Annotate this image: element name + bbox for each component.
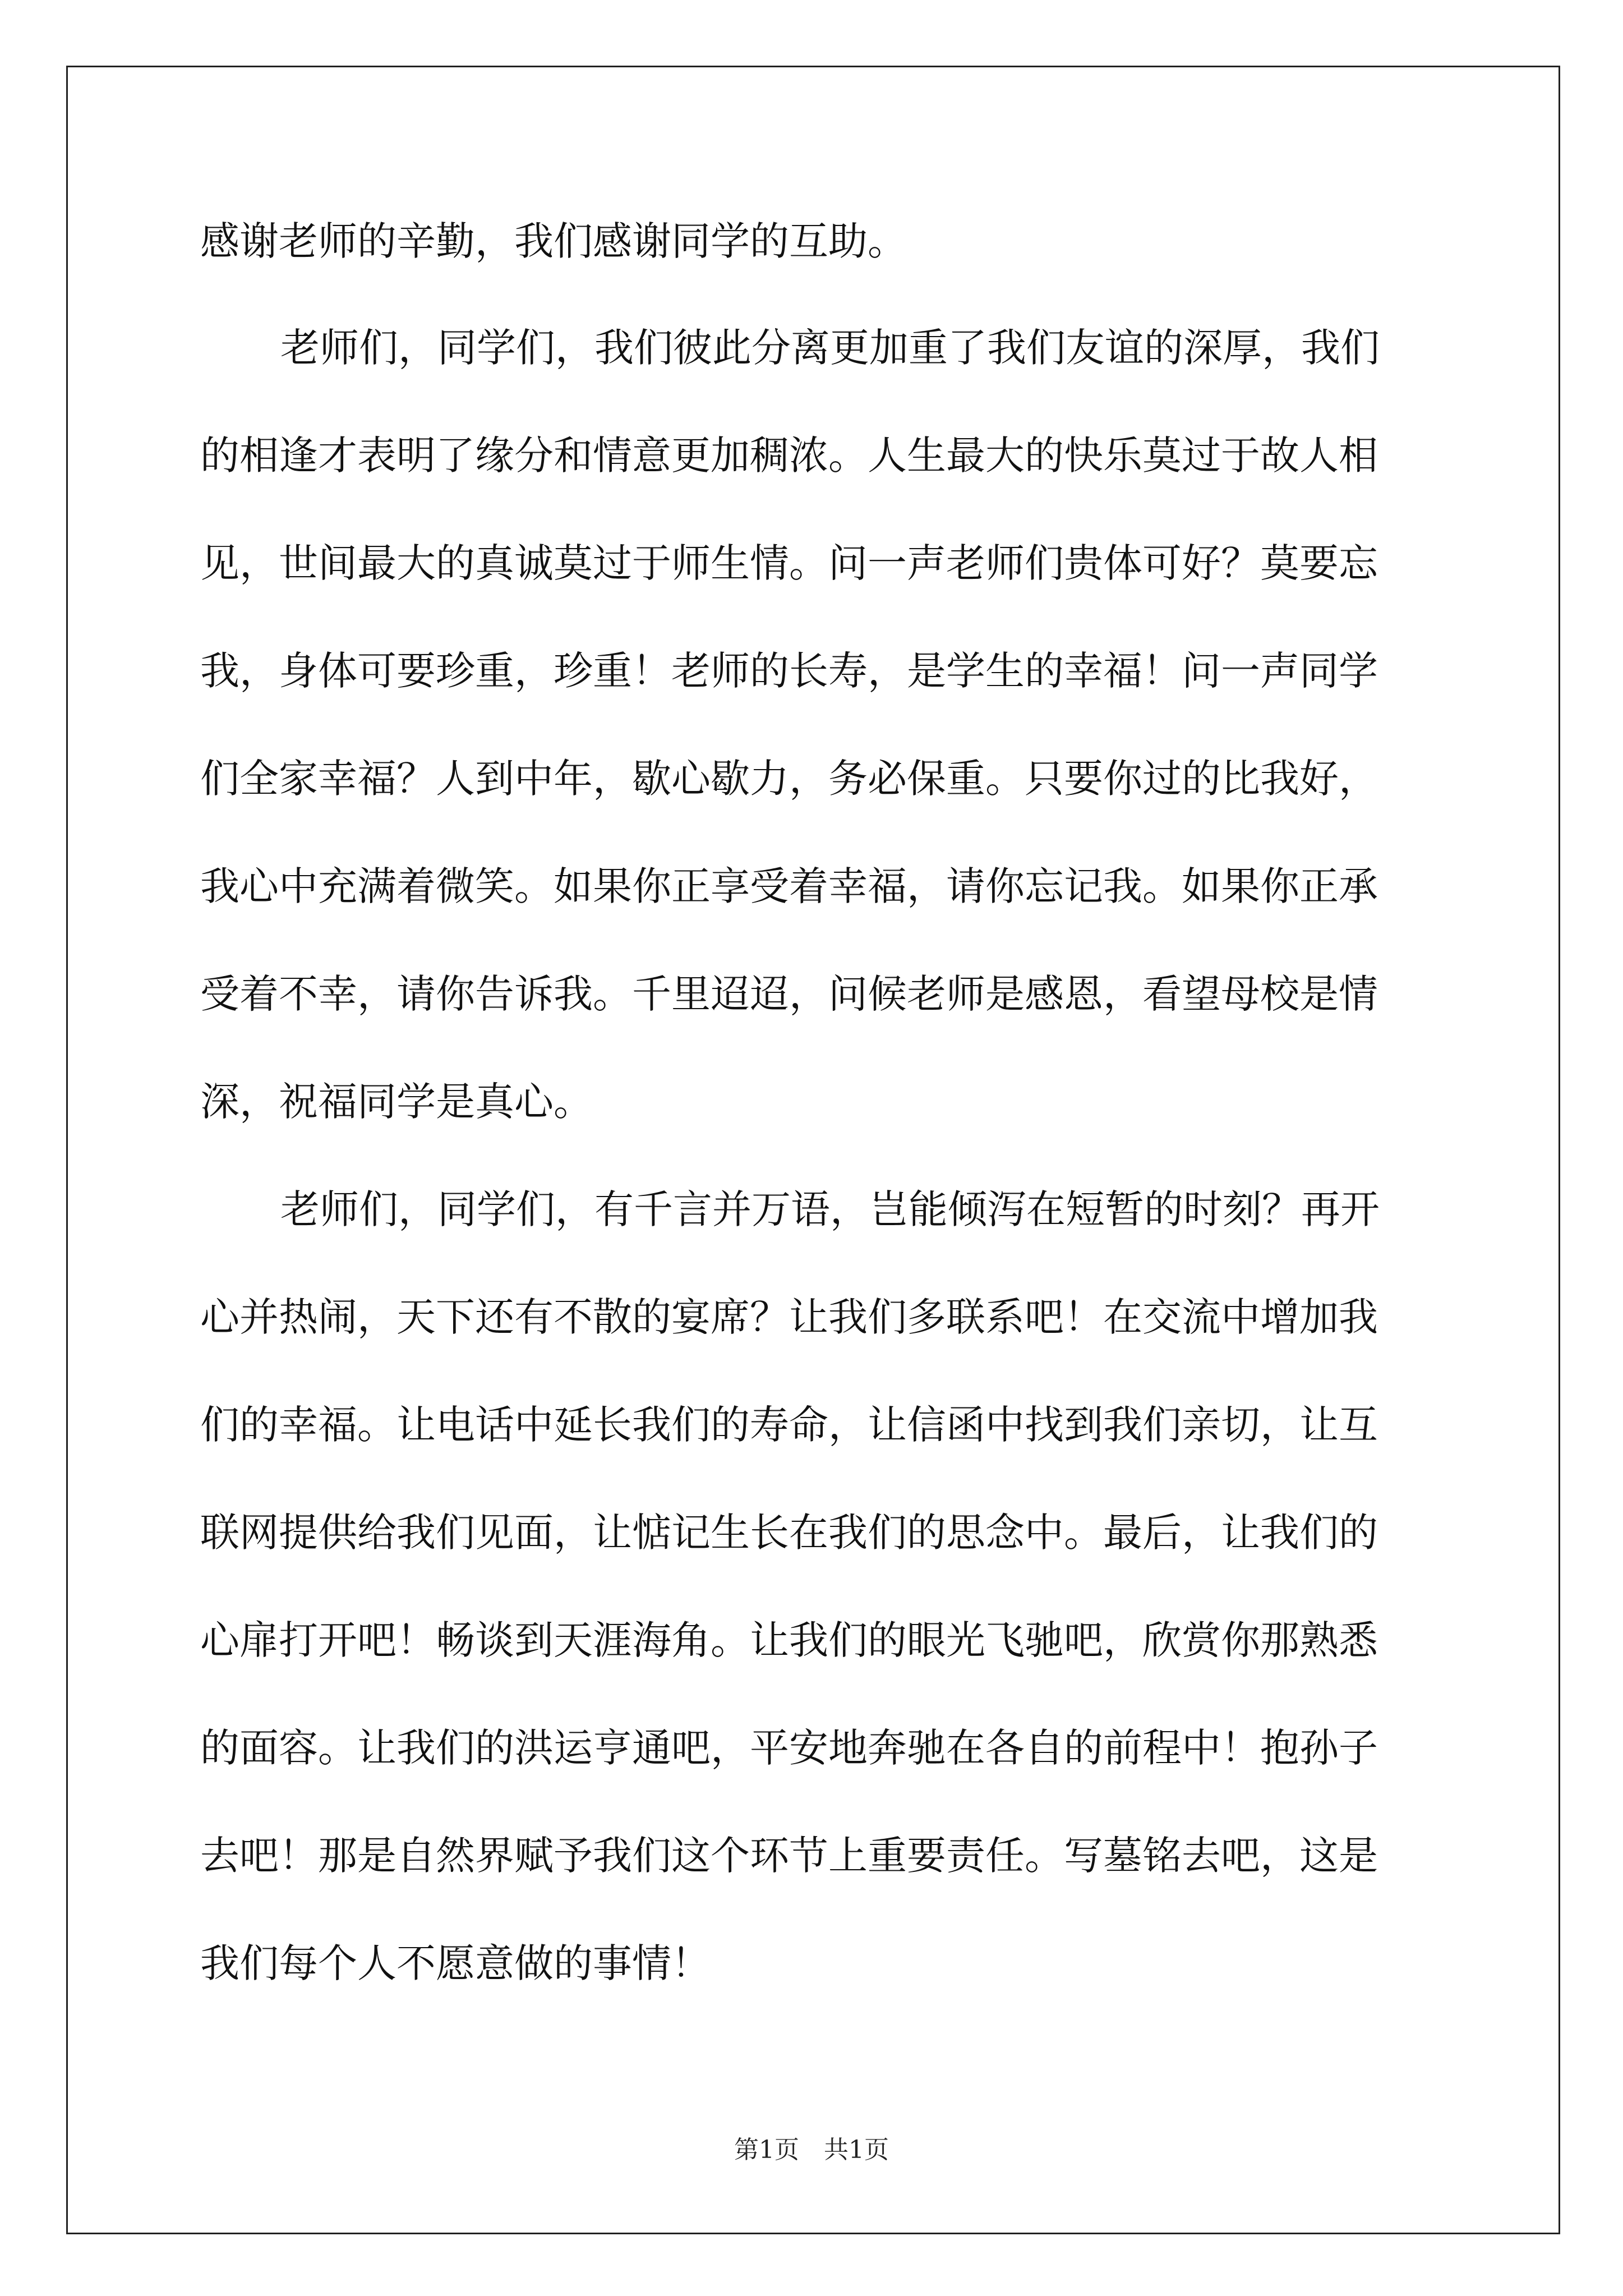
text-line: 我心中充满着微笑。如果你正享受着幸福，请你忘记我。如果你正承 (200, 863, 1378, 909)
text-line: 我，身体可要珍重，珍重！老师的长寿，是学生的幸福！问一声同学 (200, 648, 1378, 694)
text-line: 我们每个人不愿意做的事情！ (200, 1940, 711, 1986)
text-line: 联网提供给我们见面，让惦记生长在我们的思念中。最后，让我们的 (200, 1510, 1378, 1556)
page-footer: 第1页 共1页 (734, 2136, 889, 2164)
page-border (66, 66, 1560, 2234)
text-line: 的相逢才表明了缘分和情意更加稠浓。人生最大的快乐莫过于故人相 (200, 432, 1378, 478)
text-line: 受着不幸，请你告诉我。千里迢迢，问候老师是感恩，看望母校是情 (200, 971, 1378, 1017)
paragraph-start-line: 老师们，同学们，有千言并万语，岂能倾泻在短暂的时刻？再开 (280, 1186, 1380, 1232)
text-line: 心并热闹，天下还有不散的宴席？让我们多联系吧！在交流中增加我 (200, 1294, 1378, 1340)
text-line: 感谢老师的辛勤，我们感谢同学的互助。 (200, 218, 907, 264)
text-line: 的面容。让我们的洪运亨通吧，平安地奔驰在各自的前程中！抱孙子 (200, 1725, 1378, 1771)
text-line: 深，祝福同学是真心。 (200, 1079, 593, 1125)
text-line: 们的幸福。让电话中延长我们的寿命，让信函中找到我们亲切，让互 (200, 1402, 1378, 1448)
text-line: 心扉打开吧！畅谈到天涯海角。让我们的眼光飞驰吧，欣赏你那熟悉 (200, 1617, 1378, 1663)
text-line: 去吧！那是自然界赋予我们这个环节上重要责任。写墓铭去吧，这是 (200, 1833, 1378, 1879)
text-line: 们全家幸福？人到中年，歇心歇力，务必保重。只要你过的比我好， (200, 756, 1378, 802)
paragraph-start-line: 老师们，同学们，我们彼此分离更加重了我们友谊的深厚，我们 (280, 325, 1380, 371)
text-line: 见，世间最大的真诚莫过于师生情。问一声老师们贵体可好？莫要忘 (200, 540, 1378, 586)
